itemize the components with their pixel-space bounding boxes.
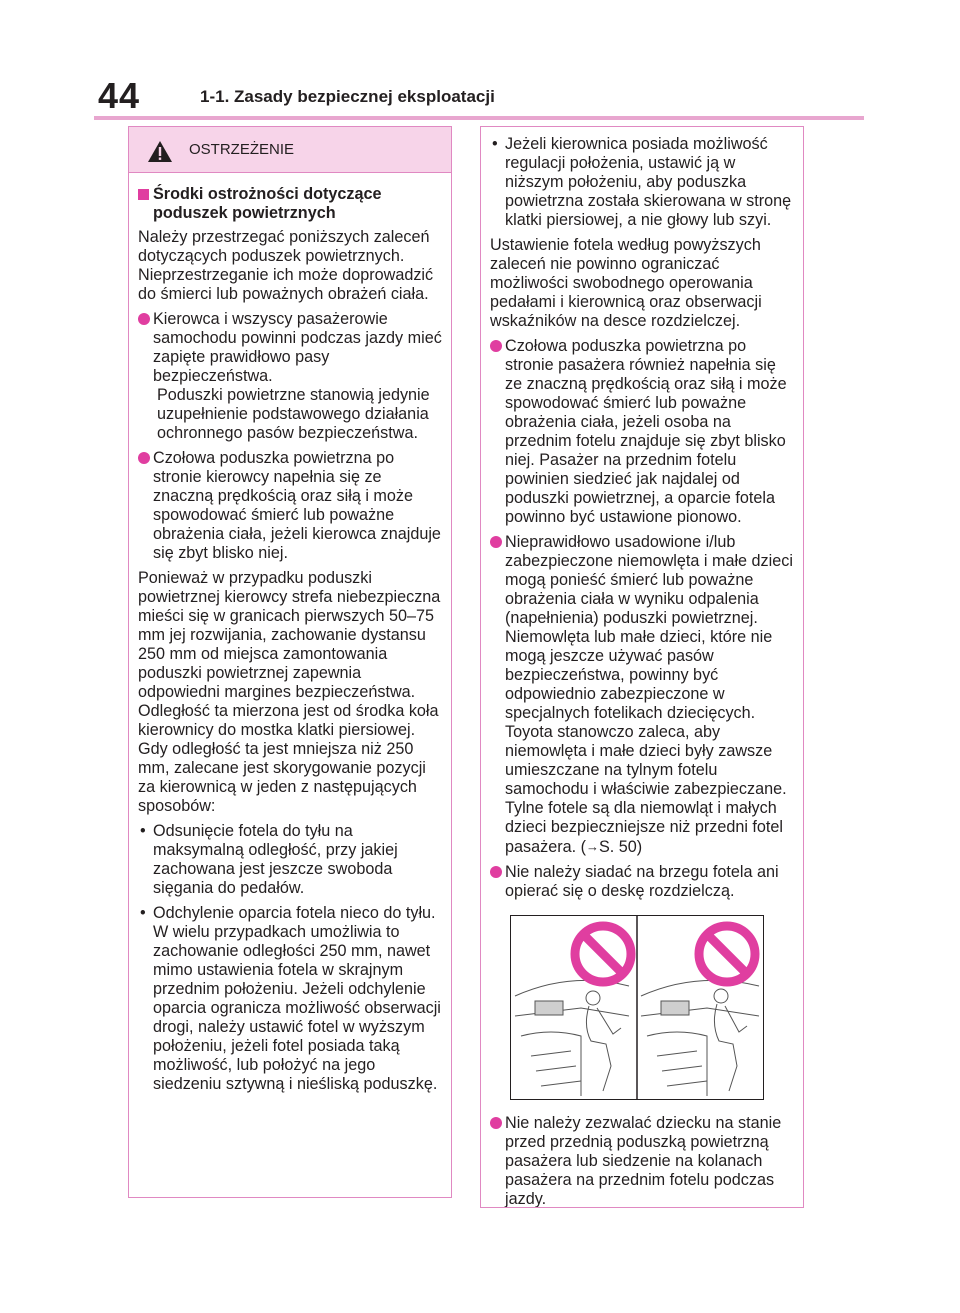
warning-box-right: [480, 126, 804, 1208]
bullet-dot-icon: [138, 452, 150, 464]
bullet-item: [490, 863, 794, 901]
bullet-dot-icon: [490, 340, 502, 352]
warning-box-left: [128, 126, 452, 1198]
arrow-right-icon: →: [585, 839, 599, 854]
bullet-item: [138, 310, 442, 443]
body-paragraph: Ustawienie fotela według powyższych zaleceń nie powinno ograniczać możliwości swobodnego operowania pedałami i kierownicą oraz obserwacji wskaźników na desce rozdzielczej.: [490, 236, 762, 330]
bullet-text: Czołowa poduszka powietrzna po stronie kierowcy napełnia się ze znaczną prędkością oraz siłą i może spowodować śmierć lub poważne obrażenia ciała, jeżeli kierowca znajduje się zbyt blisko niej.: [153, 449, 441, 562]
header-rule: [94, 116, 864, 120]
warning-header: [129, 127, 451, 173]
bullet-dot-icon: [490, 536, 502, 548]
page-number: 44: [98, 75, 141, 116]
bullet-text: Nie należy zezwalać dziecku na stanie przed przednią poduszką powietrzną pasażera lub siedzenie na kolanach pasażera na przednim fotelu podczas jazdy.: [505, 1114, 782, 1208]
illustration-figure: [510, 915, 764, 1100]
section-header-title: 1-1. Zasady bezpiecznej eksploatacji: [200, 87, 495, 106]
sub-bullet-icon: •: [140, 822, 146, 840]
bullet-item: [490, 337, 794, 527]
section-title: [138, 185, 442, 223]
sub-list-item: [490, 135, 794, 230]
sub-bullet-icon: •: [492, 135, 498, 153]
bullet-dot-icon: [138, 313, 150, 325]
bullet-text: Nieprawidłowo usadowione i/lub zabezpieczone niemowlęta i małe dzieci mogą ponieść śmierć lub poważne obrażenia ciała w wyniku odpalenia (napełnienia) poduszki powietrznej. Niemowlęta lub małe dzieci, które nie mogą jeszcze używać pasów bezpieczeństwa, powinny być odpowiednio zabezpieczone w specjalnych fotelikach dziecięcych. Toyota stanowczo zaleca, aby niemowlęta i małe dzieci były zawsze umieszczane na tylnym fotelu samochodu i właściwie zabezpieczane. Tylne fotele są dla niemowląt i małych dzieci bezpieczniejsze niż przedni fotel pasażera. (: [505, 533, 793, 856]
car-interior-illustration: [511, 916, 763, 1099]
prohibited-icon: [699, 926, 755, 982]
bullet-dot-icon: [490, 866, 502, 878]
sub-list-text: Odchylenie oparcia fotela nieco do tyłu.: [153, 904, 436, 922]
warning-label: OSTRZEŻENIE: [189, 141, 295, 158]
square-bullet-icon: [138, 189, 149, 200]
sub-list-item: [138, 904, 442, 1094]
section-title-text: Środki ostrożności dotyczące poduszek powietrznych: [153, 185, 382, 222]
bullet-text: Kierowca i wszyscy pasażerowie samochodu powinni podczas jazdy mieć zapięte prawidłowo pasy bezpieczeństwa.: [153, 310, 442, 385]
sub-list-text: Odsunięcie fotela do tyłu na maksymalną odległość, przy jakiej zachowana jest jeszcze swoboda sięgania do pedałów.: [153, 822, 398, 897]
warning-triangle-icon: [147, 140, 173, 163]
sub-list-text: Jeżeli kierownica posiada możliwość regulacji położenia, ustawić ją w niższym położeniu, aby poduszka powietrzna została skierowana w stronę klatki piersiowej, a nie głowy lub szyi.: [505, 135, 792, 229]
bullet-text: Nie należy siadać na brzegu fotela ani opierać się o deskę rozdzielczą.: [505, 863, 779, 900]
intro-paragraph: Należy przestrzegać poniższych zaleceń dotyczących poduszek powietrznych. Nieprzestrzeganie ich może doprowadzić do śmierci lub poważnych obrażeń ciała.: [138, 228, 434, 303]
bullet-item: [490, 533, 794, 857]
bullet-text: Czołowa poduszka powietrzna po stronie pasażera również napełnia się ze znaczną prędkością oraz siłą i może spowodować śmierć lub poważne obrażenia ciała, jeżeli osoba na przednim fotelu znajduje się zbyt blisko niej. Pasażer na przednim fotelu powinien siedzieć jak najdalej od poduszki powietrznej, a oparcie fotela powinno być ustawione pionowo.: [505, 337, 787, 526]
prohibited-icon: [575, 926, 631, 982]
page-reference-link[interactable]: S. 50): [598, 838, 643, 856]
bullet-item: [138, 449, 442, 563]
sub-bullet-icon: •: [140, 904, 146, 922]
sub-list-item: [138, 822, 442, 898]
bullet-continuation: Poduszki powietrzne stanowią jedynie uzupełnienie podstawowego działania ochronnego pasów bezpieczeństwa.: [157, 386, 430, 442]
bullet-dot-icon: [490, 1117, 502, 1129]
body-paragraph: Ponieważ w przypadku poduszki powietrznej kierowcy strefa niebezpieczna mieści się w granicach pierwszych 50–75 mm jej rozwijania, zachowanie dystansu 250 mm od miejsca zamontowania poduszki powietrznej zapewnia odpowiedni margines bezpieczeństwa. Odległość ta mierzona jest od środka koła kierownicy do mostka klatki piersiowej. Gdy odległość ta jest mniejsza niż 250 mm, zalecane jest skorygowanie pozycji za kierownicą w jeden z następujących sposobów:: [138, 569, 441, 815]
sub-list-continuation: W wielu przypadkach umożliwia to zachowanie odległości 250 mm, nawet mimo ustawienia fotela w skrajnym przednim położeniu. Jeżeli odchylenie oparcia ogranicza możliwość obserwacji drogi, należy ustawić fotel w wyższym położeniu, jeżeli fotel posiada taką możliwość, lub położyć na jego siedzeniu sztywną i nieśliską poduszkę.: [153, 923, 441, 1093]
bullet-item: [490, 1114, 794, 1208]
